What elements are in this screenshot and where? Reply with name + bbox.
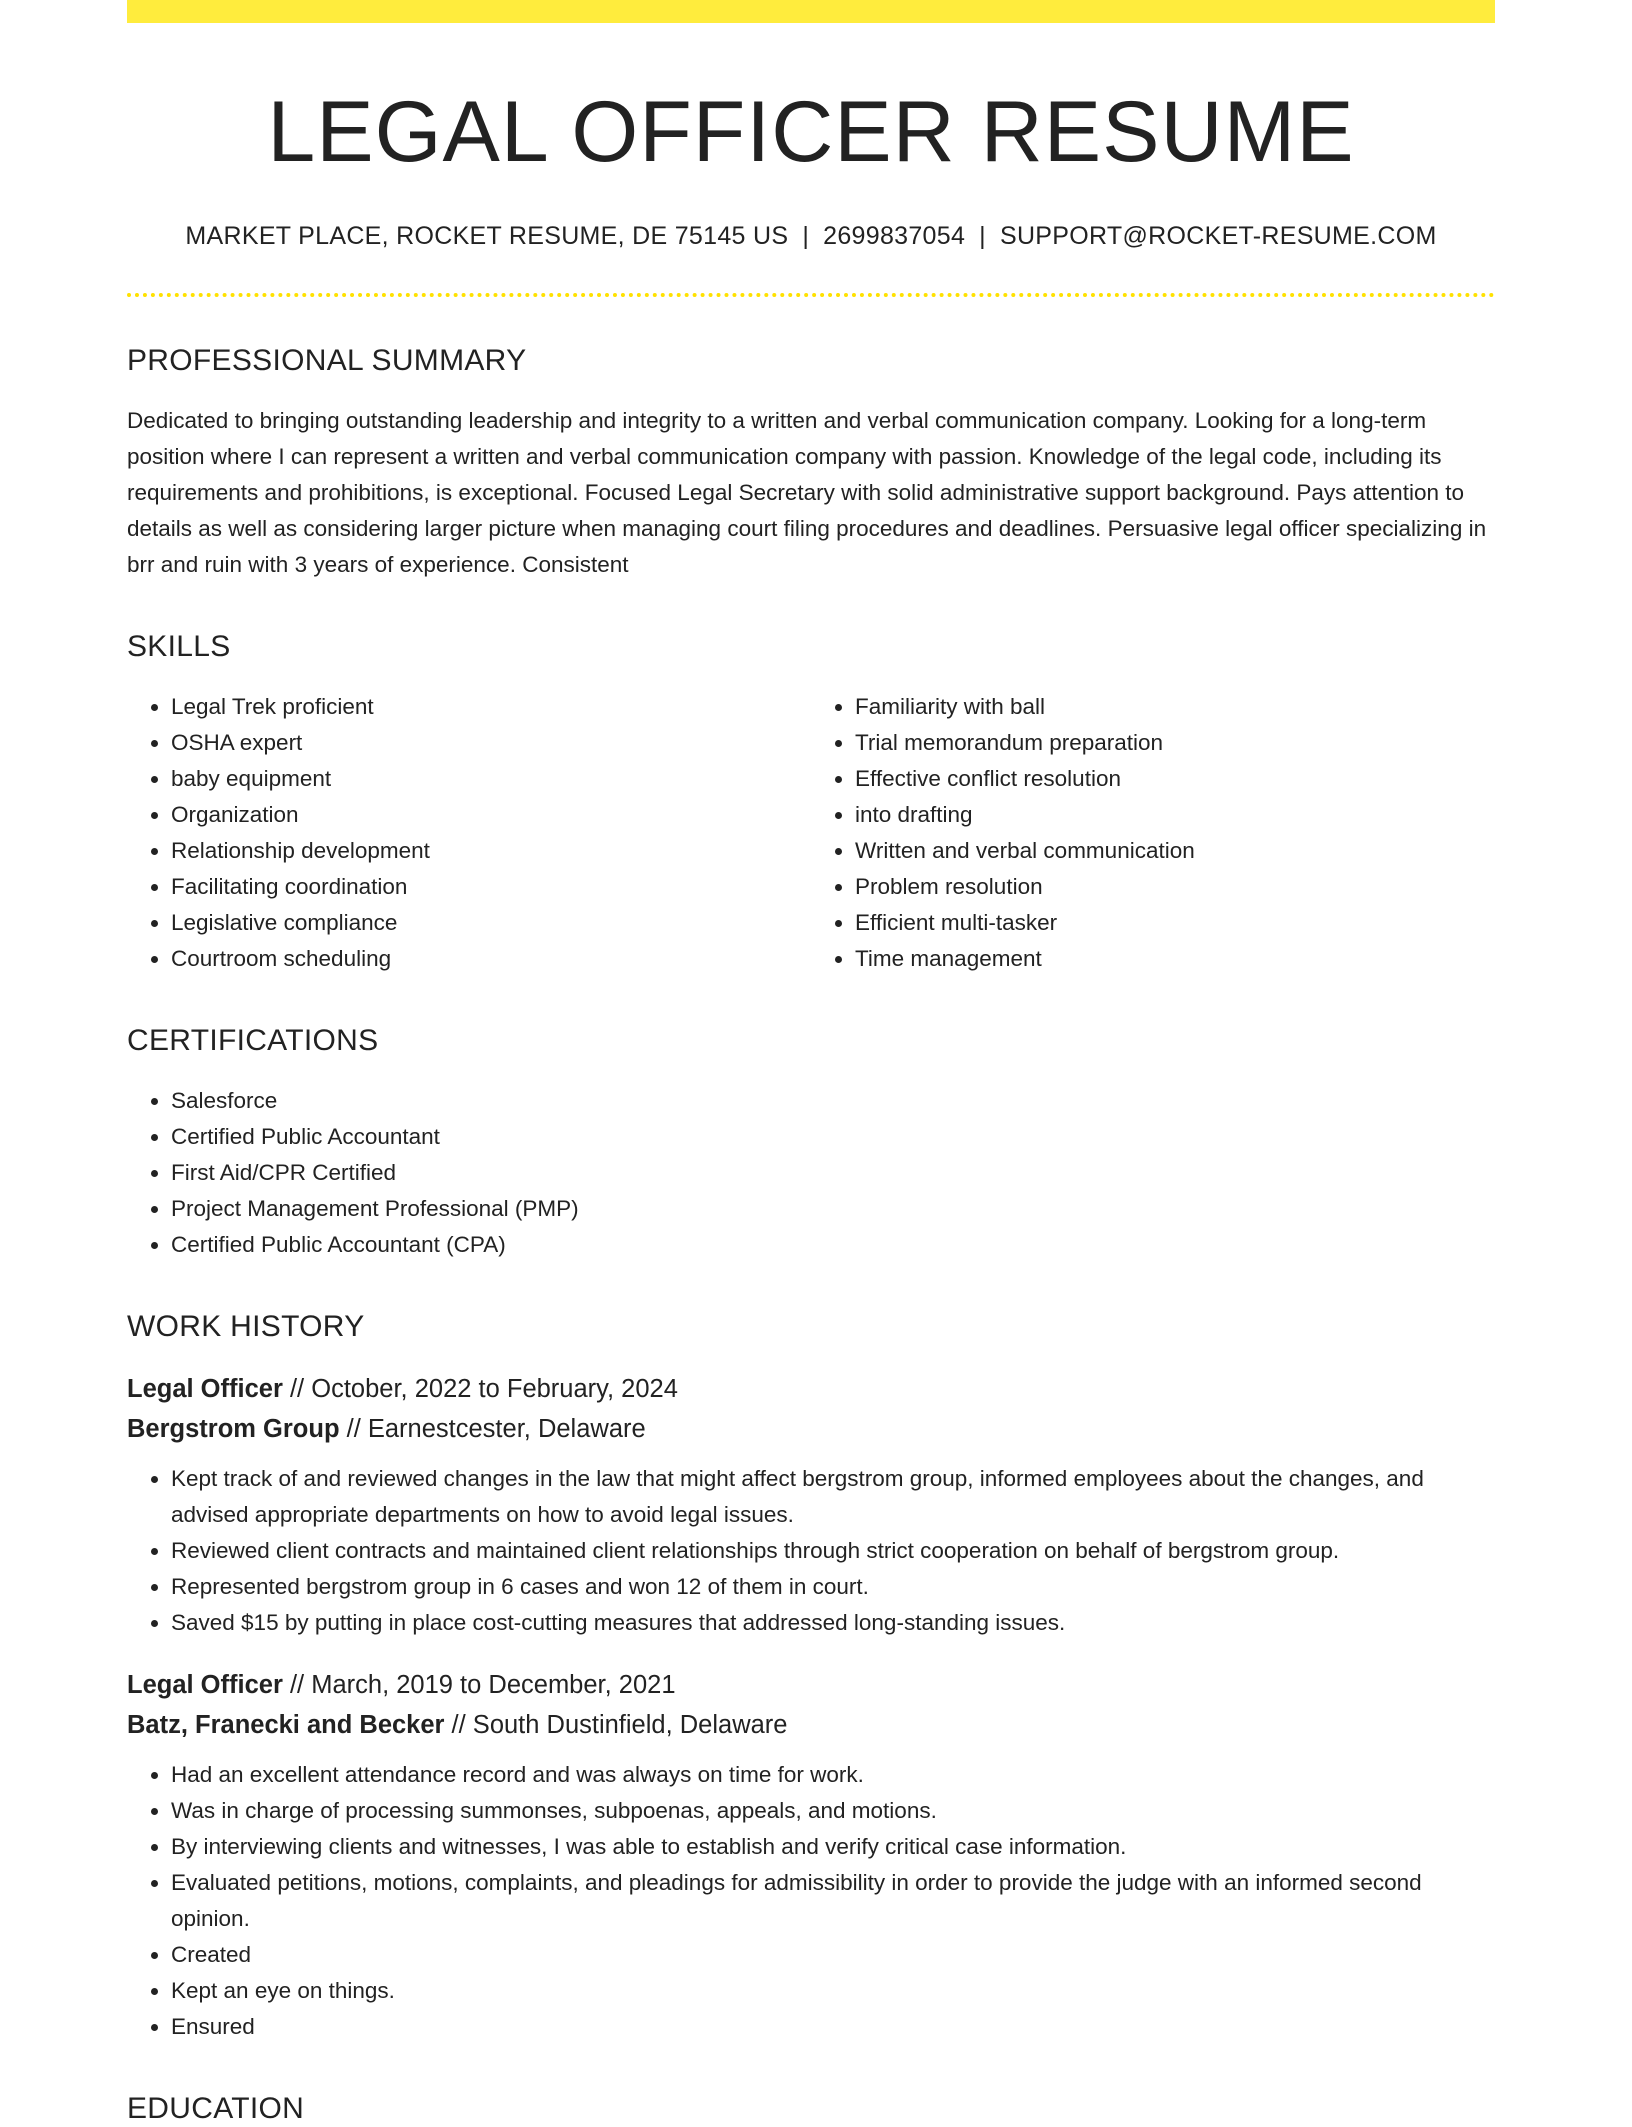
section-heading: CERTIFICATIONS [127,1024,379,1058]
job-bullet: • Represented bergstrom group in 6 cases and won 12 of them in court. [171,1569,1495,1605]
job-bullet: • By interviewing clients and witnesses, I was able to establish and verify critical case information. [171,1829,1495,1865]
skills-list-left [127,689,811,977]
section-heading: EDUCATION [127,2092,305,2126]
job-employer: Bergstrom Group [127,1415,340,1444]
skill-item: • Problem resolution [855,869,1495,905]
job-title-line [127,1369,1495,1409]
contact-separator: | [979,222,986,251]
section-heading: SKILLS [127,630,231,664]
certification-item: • Salesforce [171,1083,1495,1119]
job-bullet: • Kept track of and reviewed changes in the law that might affect bergstrom group, informed employees about the changes, and advised appropriate departments on how to avoid legal issues. [171,1461,1495,1533]
education-section [127,2091,1495,2127]
job-bullet: • Kept an eye on things. [171,1973,1495,2009]
job-bullet: • Was in charge of processing summonses, subpoenas, appeals, and motions. [171,1793,1495,1829]
job-employer-line [127,1409,1495,1449]
job-dates: // October, 2022 to February, 2024 [282,1375,678,1404]
section-heading: WORK HISTORY [127,1310,365,1344]
job-bullet: • Created [171,1937,1495,1973]
skill-item: • Familiarity with ball [855,689,1495,725]
job-bullet: • Saved $15 by putting in place cost-cutting measures that addressed long-standing issues. [171,1605,1495,1641]
job-dates: // March, 2019 to December, 2021 [282,1671,676,1700]
job-bullet: • Evaluated petitions, motions, complaints, and pleadings for admissibility in order to provide the judge with an informed second opinion. [171,1865,1495,1937]
skill-item: • Trial memorandum preparation [855,725,1495,761]
section-heading: PROFESSIONAL SUMMARY [127,344,527,378]
certification-item: • Project Management Professional (PMP) [171,1191,1495,1227]
skills-list-right [811,689,1495,977]
skill-item: • Legal Trek proficient [171,689,811,725]
skill-item: • Courtroom scheduling [171,941,811,977]
skill-item: • into drafting [855,797,1495,833]
job-bullet: • Had an excellent attendance record and was always on time for work. [171,1757,1495,1793]
contact-phone: 2699837054 [823,222,966,251]
skill-item: • baby equipment [171,761,811,797]
skill-item: • Time management [855,941,1495,977]
work-history-section [127,1309,1495,2045]
job-title: Legal Officer [127,1375,283,1404]
job-title: Legal Officer [127,1671,283,1700]
contact-line [127,222,1495,251]
skill-item: • Organization [171,797,811,833]
skills-grid [127,689,1495,977]
dotted-divider [127,293,1495,297]
summary-text: Dedicated to bringing outstanding leadership and integrity to a written and verbal communication company. Looking for a long-term position where I can represent a written and verbal communication company with passion. Knowledge of the legal code, including its requirements and prohibitions, is exceptional. Focused Legal Secretary with solid administrative support background. Pays attention to details as well as considering larger picture when managing court filing procedures and deadlines. Persuasive legal officer specializing in brr and ruin with 3 years of experience. Consistent [127,408,1487,578]
certification-item: • Certified Public Accountant (CPA) [171,1227,1495,1263]
skill-item: • Efficient multi-tasker [855,905,1495,941]
skill-item: • Legislative compliance [171,905,811,941]
skill-item: • OSHA expert [171,725,811,761]
skills-section [127,629,1495,977]
contact-separator: | [802,222,810,251]
certification-item: • First Aid/CPR Certified [171,1155,1495,1191]
resume-title: LEGAL OFFICER RESUME [267,84,1355,180]
job-bullet: • Reviewed client contracts and maintained client relationships through strict cooperation on behalf of bergstrom group. [171,1533,1495,1569]
certifications-section [127,1023,1495,1263]
job-bullets [127,1757,1495,2045]
certifications-list [127,1083,1495,1263]
job-employer: Batz, Franecki and Becker [127,1711,445,1740]
contact-address: MARKET PLACE, ROCKET RESUME, DE 75145 US [185,222,789,251]
skill-item: • Effective conflict resolution [855,761,1495,797]
job-bullet: • Ensured [171,2009,1495,2045]
certification-item: • Certified Public Accountant [171,1119,1495,1155]
job-bullets [127,1461,1495,1641]
job-location: // South Dustinfield, Delaware [444,1711,788,1740]
skill-item: • Facilitating coordination [171,869,811,905]
job-entry [127,1369,1495,1641]
resume-page [127,0,1495,2127]
job-title-line [127,1665,1495,1705]
job-entry [127,1665,1495,2045]
top-accent-bar [127,0,1495,23]
job-employer-line [127,1705,1495,1745]
skill-item: • Relationship development [171,833,811,869]
skill-item: • Written and verbal communication [855,833,1495,869]
job-location: // Earnestcester, Delaware [339,1415,646,1444]
contact-email: SUPPORT@ROCKET-RESUME.COM [999,222,1437,251]
summary-section [127,343,1495,583]
